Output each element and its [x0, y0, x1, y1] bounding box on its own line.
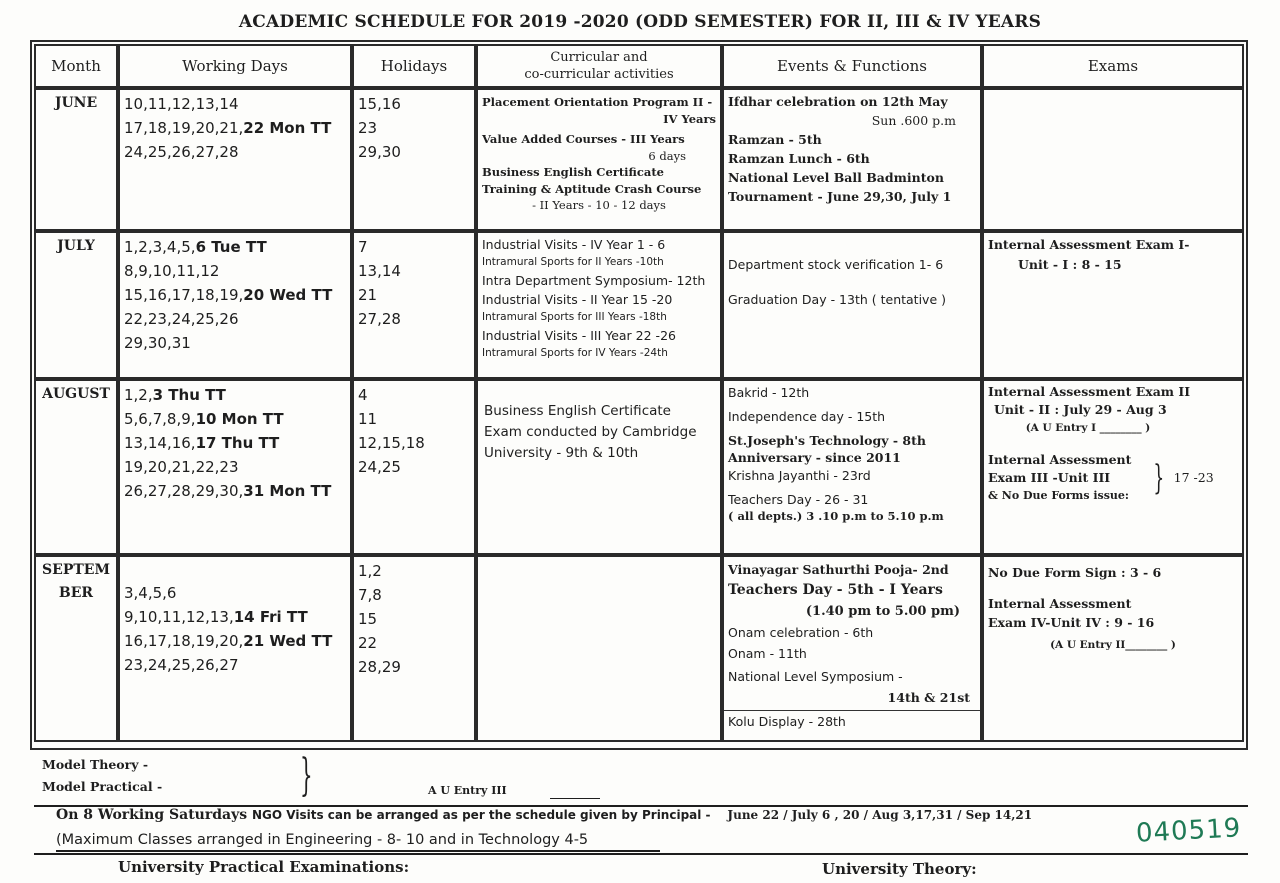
wd-line — [124, 431, 346, 455]
wd-line: 3,4,5,6 — [124, 584, 177, 602]
wd-text: 9,10,11,12,13, — [124, 608, 234, 626]
working-days-august — [118, 379, 352, 555]
ex-line: (A U Entry I ________ ) — [1025, 422, 1151, 434]
ev-line: Ifdhar celebration on 12th May — [728, 94, 948, 109]
cur-line: Intra Department Symposium- 12th — [482, 273, 706, 288]
model-theory: Model Theory - — [42, 757, 149, 772]
wd-text: 13,14,16, — [124, 434, 196, 452]
brace-icon: } — [300, 750, 313, 801]
ex-line: Internal Assessment — [988, 596, 1132, 611]
schedule-table — [34, 44, 1244, 742]
cur-line: 6 days — [648, 148, 686, 163]
exams-september — [982, 555, 1244, 742]
ev-line: Department stock verification 1- 6 — [728, 257, 944, 272]
ex-line: Exam IV-Unit IV : 9 - 16 — [988, 615, 1155, 630]
month-line: SEPTEM — [42, 562, 110, 578]
cur-line: Placement Orientation Program II - — [482, 95, 713, 109]
cur-line: Exam conducted by Cambridge — [484, 424, 697, 440]
au-entry-iii: A U Entry III — [428, 784, 507, 797]
wd-line — [124, 116, 346, 140]
header-curricular — [476, 44, 722, 88]
divider — [34, 853, 1248, 855]
cur-line: Value Added Courses - III Years — [482, 132, 685, 146]
model-practical: Model Practical - — [42, 779, 163, 794]
month-august: AUGUST — [34, 379, 118, 555]
wd-line — [124, 605, 346, 629]
ex-line: & No Due Forms issue: — [988, 489, 1129, 502]
month-june: JUNE — [34, 88, 118, 231]
ev-line: Teachers Day - 5th - I Years — [728, 582, 943, 598]
hol-line: 22 — [358, 634, 378, 652]
row-august — [34, 379, 1244, 555]
ev-line: Vinayagar Sathurthi Pooja- 2nd — [728, 562, 949, 577]
events-june — [722, 88, 982, 231]
cur-line: Training & Aptitude Crash Course — [482, 181, 702, 196]
cur-line: Industrial Visits - IV Year 1 - 6 — [482, 237, 666, 252]
wd-bold: 14 Fri TT — [233, 608, 308, 626]
saturdays-dates: June 22 / July 6 , 20 / Aug 3,17,31 / Sep 14,21 — [727, 808, 1033, 822]
cur-line: IV Years — [663, 111, 716, 126]
hol-line: 27,28 — [358, 310, 401, 328]
exam-iii-text — [988, 451, 1144, 505]
hol-line: 29,30 — [358, 143, 401, 161]
hol-line: 13,14 — [358, 262, 401, 280]
ev-line: St.Joseph's Technology - 8th — [728, 433, 926, 448]
ev-line: Krishna Jayanthi - 23rd — [728, 468, 871, 483]
events-august — [722, 379, 982, 555]
hol-line: 15,16 — [358, 95, 401, 113]
wd-line: 22,23,24,25,26 — [124, 310, 239, 328]
cur-line: Intramural Sports for III Years -18th — [482, 311, 667, 323]
month-july: JULY — [34, 231, 118, 379]
events-september — [722, 555, 982, 742]
wd-line — [124, 629, 346, 653]
wd-bold: 17 Thu TT — [195, 434, 280, 452]
ev-line: Tournament - June 29,30, July 1 — [728, 189, 952, 204]
ev-line: 14th & 21st — [887, 690, 970, 705]
ev-line: National Level Symposium - — [728, 669, 903, 684]
ev-line: Bakrid - 12th — [728, 385, 810, 400]
wd-bold: 6 Tue TT — [195, 238, 267, 256]
wd-text: 15,16,17,18,19, — [124, 286, 244, 304]
header-month: Month — [34, 44, 118, 88]
wd-bold: 20 Wed TT — [243, 286, 333, 304]
saturdays-text: NGO Visits can be arranged as per the schedule given by Principal - — [251, 808, 711, 822]
header-curricular-line2: co-curricular activities — [524, 67, 674, 82]
ev-line: Sun .600 p.m — [871, 113, 956, 128]
header-working-days: Working Days — [118, 44, 352, 88]
ex-line: Exam III -Unit III — [988, 470, 1111, 485]
wd-text: 17,18,19,20,21, — [124, 119, 244, 137]
wd-line — [124, 283, 346, 307]
wd-bold: 31 Mon TT — [243, 482, 332, 500]
wd-bold: 3 Thu TT — [152, 386, 226, 404]
cur-line: Business English Certificate — [484, 403, 671, 419]
hol-line: 7,8 — [358, 586, 382, 604]
wd-line: 23,24,25,26,27 — [124, 656, 239, 674]
curricular-july — [476, 231, 722, 379]
hol-line: 11 — [358, 410, 378, 428]
holidays-august — [352, 379, 476, 555]
cur-line: Intramural Sports for IV Years -24th — [482, 347, 668, 359]
row-june — [34, 88, 1244, 231]
month-line: BER — [58, 585, 94, 601]
max-classes-note: (Maximum Classes arranged in Engineering - 8- 10 and in Technology 4-5 — [56, 832, 589, 848]
brace-icon: } — [1153, 458, 1165, 498]
exam-iii-group — [988, 451, 1238, 505]
university-theory: University Theory: — [822, 860, 977, 878]
events-july — [722, 231, 982, 379]
header-row — [34, 44, 1244, 88]
header-holidays: Holidays — [352, 44, 476, 88]
au-entry-line — [550, 798, 600, 799]
saturdays-note — [56, 807, 1032, 823]
ev-line: ( all depts.) 3 .10 p.m to 5.10 p.m — [728, 509, 944, 523]
wd-bold: 22 Mon TT — [243, 119, 332, 137]
working-days-july — [118, 231, 352, 379]
hol-line: 12,15,18 — [358, 434, 425, 452]
cur-line: University - 9th & 10th — [484, 445, 639, 461]
underline — [56, 850, 660, 852]
exams-june — [982, 88, 1244, 231]
working-days-september — [118, 555, 352, 742]
cur-line: Industrial Visits - III Year 22 -26 — [482, 328, 676, 343]
wd-line: 19,20,21,22,23 — [124, 458, 239, 476]
header-exams: Exams — [982, 44, 1244, 88]
wd-text: 5,6,7,8,9, — [124, 410, 196, 428]
ev-line: (1.40 pm to 5.00 pm) — [805, 604, 960, 619]
curricular-august — [476, 379, 722, 555]
wd-line — [124, 383, 346, 407]
page-title: ACADEMIC SCHEDULE FOR 2019 -2020 (ODD SEMESTER) FOR II, III & IV YEARS — [238, 12, 1042, 32]
holidays-september — [352, 555, 476, 742]
curricular-september — [476, 555, 722, 742]
exams-july — [982, 231, 1244, 379]
handwritten-number: 040519 — [1135, 813, 1242, 849]
ex-line: Internal Assessment — [988, 452, 1132, 467]
wd-line — [124, 479, 346, 503]
hol-line: 21 — [358, 286, 378, 304]
cur-line: - II Years - 10 - 12 days — [532, 198, 666, 212]
ev-line: Onam celebration - 6th — [728, 625, 874, 640]
hol-line: 15 — [358, 610, 378, 628]
wd-bold: 21 Wed TT — [243, 632, 333, 650]
cur-line: Business English Certificate — [482, 165, 664, 179]
wd-text: 16,17,18,19,20, — [124, 632, 244, 650]
ev-line: Kolu Display - 28th — [724, 710, 980, 732]
hol-line: 23 — [358, 119, 378, 137]
ev-line: Ramzan Lunch - 6th — [728, 151, 870, 166]
ev-line: Independence day - 15th — [728, 408, 886, 424]
wd-line: 29,30,31 — [124, 334, 191, 352]
wd-line — [124, 235, 346, 259]
ex-line: Internal Assessment Exam I- — [988, 237, 1190, 252]
row-july — [34, 231, 1244, 379]
header-events: Events & Functions — [722, 44, 982, 88]
hol-line: 1,2 — [358, 562, 382, 580]
working-days-june — [118, 88, 352, 231]
wd-text: 1,2,3,4,5, — [124, 238, 196, 256]
ev-line: Anniversary - since 2011 — [728, 450, 901, 465]
cur-line: Industrial Visits - II Year 15 -20 — [482, 292, 673, 307]
wd-text: 26,27,28,29,30, — [124, 482, 244, 500]
curricular-june — [476, 88, 722, 231]
wd-line — [124, 407, 346, 431]
ex-line: Unit - I : 8 - 15 — [1018, 257, 1122, 272]
ex-dates: 17 -23 — [1173, 470, 1214, 485]
cur-line: Intramural Sports for II Years -10th — [482, 256, 664, 268]
ex-line: (A U Entry II________ ) — [1050, 639, 1176, 651]
ev-line: National Level Ball Badminton — [728, 170, 944, 185]
wd-bold: 10 Mon TT — [195, 410, 284, 428]
wd-line: 24,25,26,27,28 — [124, 143, 239, 161]
ev-line: Teachers Day - 26 - 31 — [728, 491, 869, 507]
hol-line: 28,29 — [358, 658, 401, 676]
university-practical: University Practical Examinations: — [118, 858, 410, 876]
ev-line: Ramzan - 5th — [728, 132, 822, 147]
exams-august — [982, 379, 1244, 555]
row-september — [34, 555, 1244, 742]
hol-line: 4 — [358, 386, 368, 404]
holidays-june — [352, 88, 476, 231]
wd-text: 1,2, — [124, 386, 153, 404]
hol-line: 24,25 — [358, 458, 401, 476]
ex-line: No Due Form Sign : 3 - 6 — [988, 565, 1162, 580]
holidays-july — [352, 231, 476, 379]
hol-line: 7 — [358, 238, 368, 256]
ev-line: Onam - 11th — [728, 646, 807, 661]
month-september — [34, 555, 118, 742]
ev-line: Graduation Day - 13th ( tentative ) — [728, 292, 946, 307]
wd-line: 10,11,12,13,14 — [124, 95, 239, 113]
saturdays-lead: On 8 Working Saturdays — [56, 807, 248, 823]
ex-line: Internal Assessment Exam II — [988, 384, 1191, 399]
header-curricular-line1: Curricular and — [550, 50, 648, 65]
ex-line: Unit - II : July 29 - Aug 3 — [994, 402, 1167, 417]
wd-line: 8,9,10,11,12 — [124, 262, 220, 280]
